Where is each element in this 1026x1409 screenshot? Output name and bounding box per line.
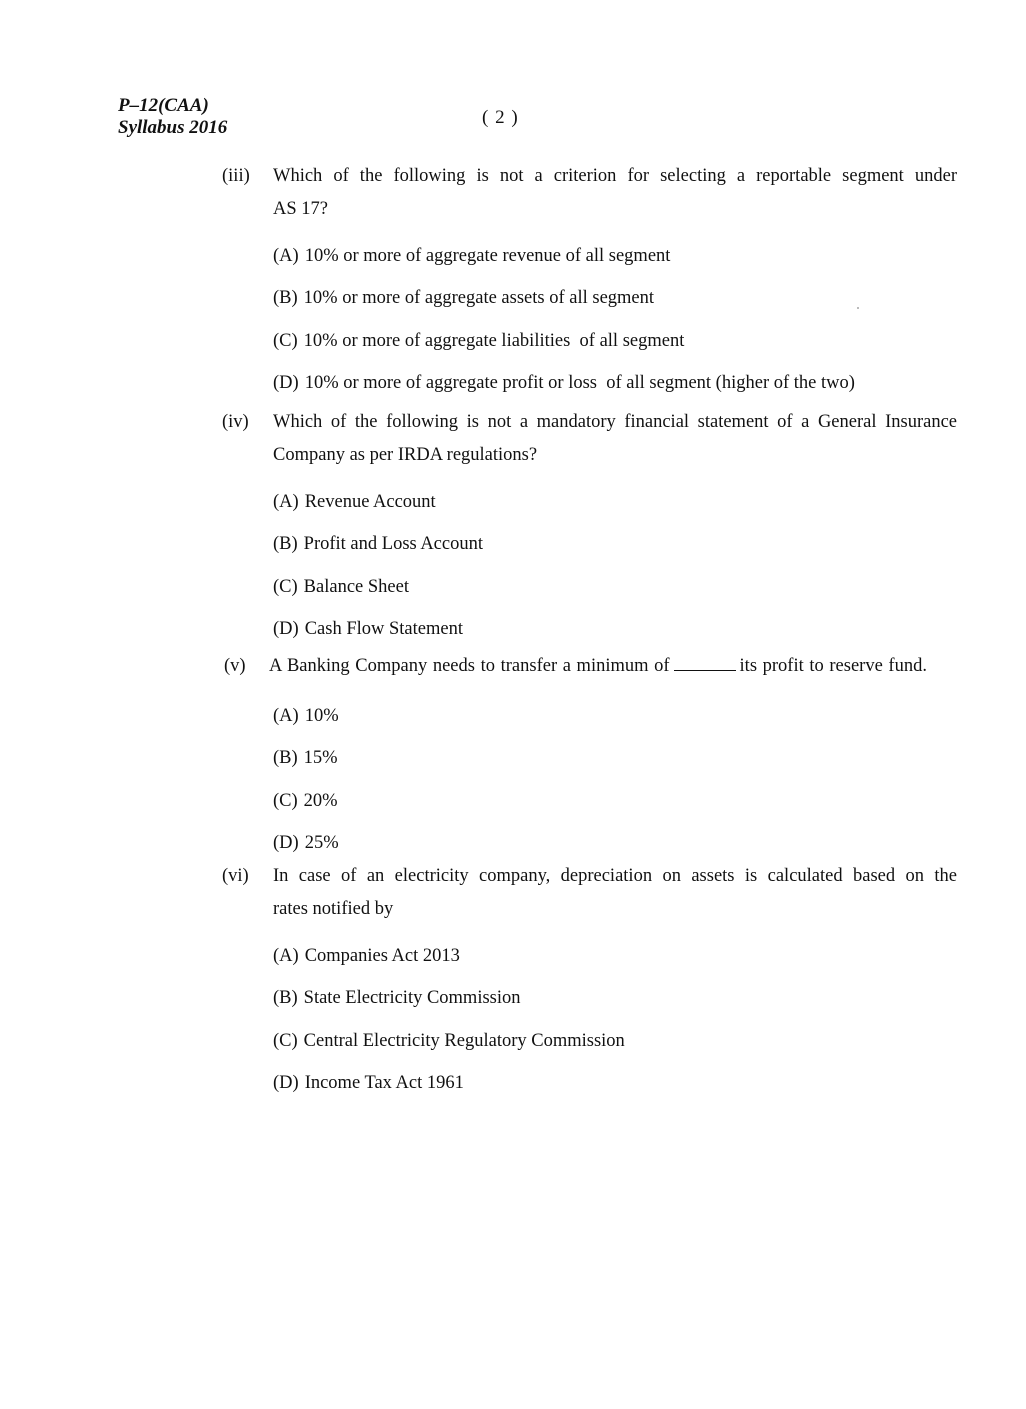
option-letter: (B) xyxy=(273,288,298,309)
fill-in-blank xyxy=(674,656,736,671)
option-list xyxy=(222,695,957,865)
option-text: Central Electricity Regulatory Commission xyxy=(303,1030,625,1051)
option-text: Income Tax Act 1961 xyxy=(304,1073,464,1094)
question-text xyxy=(269,650,957,683)
question-text: Which of the following is not a mandatory financial statement of a General Insurance xyxy=(273,412,957,432)
option-letter: (C) xyxy=(273,790,298,811)
option-text: Cash Flow Statement xyxy=(304,619,463,640)
option-text: State Electricity Commission xyxy=(303,988,521,1009)
option-a xyxy=(273,235,957,277)
question-number: (v) xyxy=(224,656,246,676)
question-text-continued: rates notified by xyxy=(273,899,394,919)
option-a xyxy=(273,695,957,737)
option-letter: (A) xyxy=(273,246,299,266)
option-letter: (D) xyxy=(273,833,299,854)
page-number: ( 2 ) xyxy=(482,107,519,128)
option-letter: (C) xyxy=(273,330,298,351)
option-a xyxy=(273,481,957,523)
paper-code: P–12(CAA) xyxy=(118,95,209,116)
question-text: Which of the following is not a criterion for selecting a reportable segment under xyxy=(273,166,957,186)
option-text: 10% or more of aggregate liabilities of all segment xyxy=(303,330,685,351)
question-text-after-blank: its profit to reserve fund. xyxy=(739,656,927,676)
option-letter: (B) xyxy=(273,748,298,769)
option-letter: (D) xyxy=(273,1073,299,1094)
option-d xyxy=(273,362,957,404)
question-text-before-blank: A Banking Company needs to transfer a minimum of xyxy=(269,656,670,676)
question-number: (iii) xyxy=(222,166,250,186)
option-b xyxy=(273,277,957,319)
option-list xyxy=(222,481,957,651)
option-letter: (D) xyxy=(273,619,299,640)
question-number: (iv) xyxy=(222,412,249,432)
option-text: Profit and Loss Account xyxy=(303,534,483,555)
option-c xyxy=(273,1020,957,1062)
option-text: Companies Act 2013 xyxy=(304,946,460,966)
option-d xyxy=(273,822,957,864)
option-letter: (A) xyxy=(273,706,299,726)
option-letter: (C) xyxy=(273,576,298,597)
question-text-continued: Company as per IRDA regulations? xyxy=(273,445,538,465)
question-list xyxy=(222,160,957,1094)
option-letter: (A) xyxy=(273,946,299,966)
option-a xyxy=(273,935,957,977)
option-b xyxy=(273,977,957,1019)
paper-header xyxy=(118,95,227,139)
option-letter: (C) xyxy=(273,1030,298,1051)
option-text: Balance Sheet xyxy=(303,576,409,597)
option-list xyxy=(222,235,957,405)
option-c xyxy=(273,780,957,822)
option-text: 20% xyxy=(303,790,338,811)
option-letter: (B) xyxy=(273,534,298,555)
option-letter: (B) xyxy=(273,988,298,1009)
option-text: Revenue Account xyxy=(304,492,436,512)
option-c xyxy=(273,320,957,362)
question-text: In case of an electricity company, depreciation on assets is calculated based on the xyxy=(273,866,957,886)
question-iii xyxy=(222,160,957,405)
question-v xyxy=(222,650,957,865)
option-c xyxy=(273,566,957,608)
option-letter: (A) xyxy=(273,492,299,512)
option-letter: (D) xyxy=(273,373,299,394)
option-text: 10% xyxy=(304,706,339,726)
option-d xyxy=(273,608,957,650)
question-vi xyxy=(222,860,957,1105)
question-iv xyxy=(222,406,957,651)
question-number: (vi) xyxy=(222,866,249,886)
option-b xyxy=(273,523,957,565)
option-text: 25% xyxy=(304,833,339,854)
option-text: 15% xyxy=(303,748,338,769)
option-b xyxy=(273,737,957,779)
option-d xyxy=(273,1062,957,1104)
option-list xyxy=(222,935,957,1105)
option-text: 10% or more of aggregate revenue of all segment xyxy=(304,246,671,266)
syllabus-year: Syllabus 2016 xyxy=(118,117,228,138)
question-text-continued: AS 17? xyxy=(273,199,328,219)
option-text: 10% or more of aggregate assets of all segment xyxy=(303,288,655,309)
option-text: 10% or more of aggregate profit or loss of all segment (higher of the two) xyxy=(304,373,855,394)
